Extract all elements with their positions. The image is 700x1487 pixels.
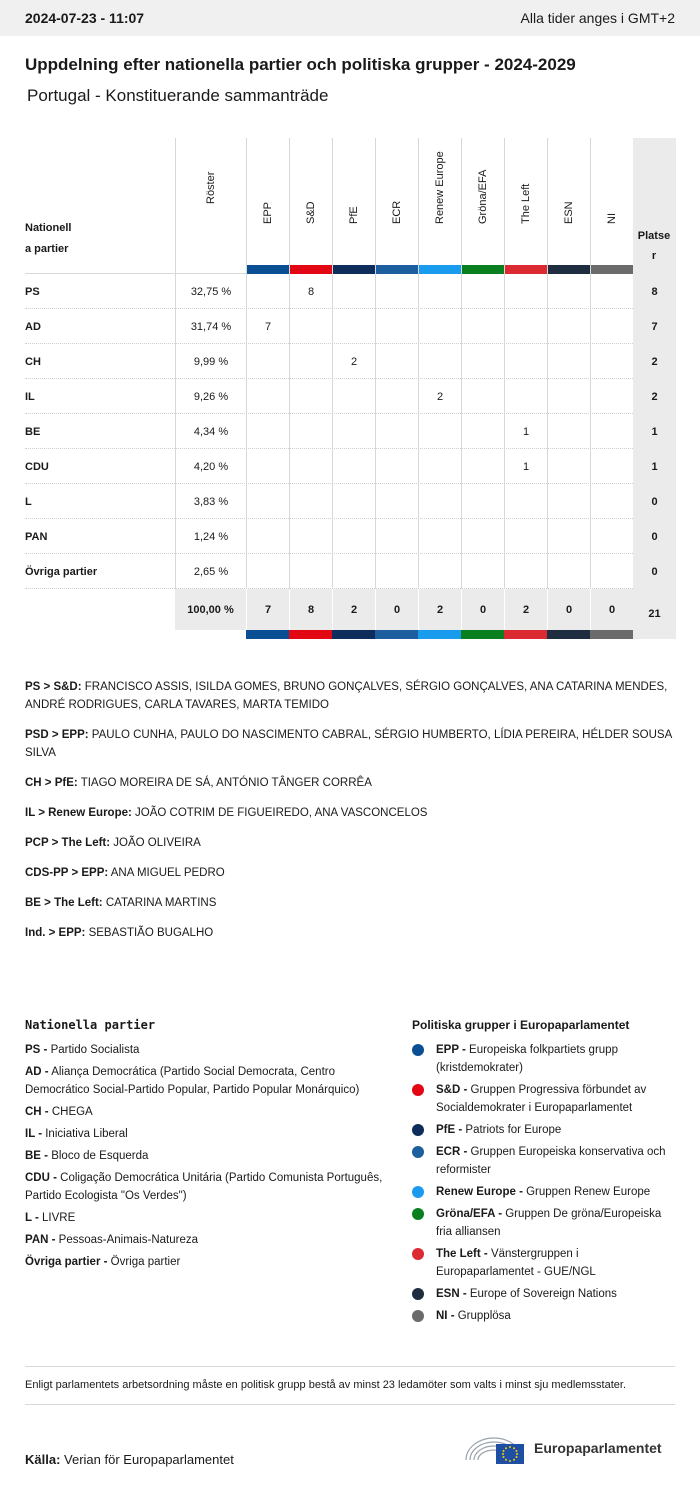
header-group-theleft [504, 138, 547, 274]
source-text: Verian för Europaparlamentet [60, 1452, 234, 1467]
row-group-seats [375, 379, 418, 414]
legend-group-item [412, 1307, 675, 1325]
legend-group-item [412, 1143, 675, 1179]
row-group-seats [461, 344, 504, 379]
group-label: Gröna/EFA [477, 169, 489, 224]
row-group-seats [461, 309, 504, 344]
row-group-seats [375, 344, 418, 379]
legend-group-abbr: NI - [436, 1310, 455, 1322]
row-party: IL [25, 390, 35, 403]
row-group-seats [547, 309, 590, 344]
group-color-bar [462, 265, 504, 274]
row-group-seats [332, 554, 375, 589]
legend-group-abbr: ECR - [436, 1146, 468, 1158]
source-line [25, 1452, 234, 1467]
row-seats: 2 [633, 379, 676, 414]
legend-group-name: Patriots for Europe [462, 1124, 562, 1136]
row-group-seats [418, 449, 461, 484]
row-group-seats [246, 484, 289, 519]
legend-group-abbr: Gröna/EFA - [436, 1208, 503, 1220]
legend-group-name: Grupplösa [454, 1310, 511, 1322]
row-group-seats [590, 449, 633, 484]
group-label: S&D [305, 201, 317, 224]
table-row [25, 449, 675, 484]
mep-note-names: FRANCISCO ASSIS, ISILDA GOMES, BRUNO GONÇALVES, SÉRGIO GONÇALVES, ANA CATARINA MENDES, ANDRÉ RODRIGUES, CARLA TAVARES, MARTA TEMIDO [25, 681, 668, 711]
legend-group-item [412, 1245, 675, 1281]
legend-party-name: Bloco de Esquerda [48, 1150, 149, 1162]
legend-group-abbr: EPP - [436, 1044, 466, 1056]
legend-group-item [412, 1121, 675, 1139]
row-seats: 0 [633, 519, 676, 554]
group-color-dot-icon [412, 1044, 424, 1056]
row-group-seats [461, 554, 504, 589]
mep-note-names: TIAGO MOREIRA DE SÁ, ANTÓNIO TÂNGER CORRÊA [77, 777, 372, 789]
header-votes [175, 138, 246, 274]
page-title: Uppdelning efter nationella partier och politiska grupper - 2024-2029 [25, 55, 576, 74]
row-votes: 2,65 % [175, 554, 246, 589]
legend-party-name: Coligação Democrática Unitária (Partido Comunista Português, Partido Ecologista "Os Verdes") [25, 1172, 383, 1202]
row-group-seats [547, 519, 590, 554]
group-color-dot-icon [412, 1208, 424, 1220]
table-row [25, 484, 675, 519]
mep-note [25, 864, 675, 882]
totals-group-seats: 2 [504, 589, 547, 630]
legend-group-abbr: PfE - [436, 1124, 463, 1136]
row-group-seats [332, 519, 375, 554]
legend-parties-heading: Nationella partier [25, 1018, 156, 1032]
row-group-seats [590, 554, 633, 589]
row-group-seats [375, 554, 418, 589]
group-color-bar [332, 630, 375, 639]
row-group-seats [289, 414, 332, 449]
row-group-seats [504, 274, 547, 309]
legend-party-abbr: PS - [25, 1044, 48, 1056]
row-seats: 1 [633, 414, 676, 449]
row-group-seats [289, 344, 332, 379]
mep-note [25, 678, 675, 714]
group-label: NI [606, 213, 618, 224]
row-group-seats [418, 309, 461, 344]
table-row [25, 554, 675, 589]
row-votes: 32,75 % [175, 274, 246, 309]
eu-parliament-logo-icon [462, 1430, 526, 1466]
row-votes: 1,24 % [175, 519, 246, 554]
mep-note [25, 804, 675, 822]
page-subtitle: Portugal - Konstituerande sammanträde [27, 86, 329, 105]
row-group-seats [418, 554, 461, 589]
row-group-seats [246, 519, 289, 554]
row-party: BE [25, 425, 41, 438]
group-color-dot-icon [412, 1288, 424, 1300]
header-seats-label: Platser [637, 230, 671, 262]
group-color-bar [376, 265, 418, 274]
group-label: Renew Europe [434, 151, 446, 224]
row-group-seats [547, 414, 590, 449]
legend-party-abbr: AD - [25, 1066, 49, 1078]
row-group-seats [332, 274, 375, 309]
row-group-seats [461, 519, 504, 554]
row-group-seats [246, 379, 289, 414]
table-row [25, 309, 675, 344]
mep-note-label: PS > S&D: [25, 681, 82, 693]
header-group-esn [547, 138, 590, 274]
legend-party-item [25, 1209, 395, 1227]
row-group-seats [332, 414, 375, 449]
row-group-seats [504, 379, 547, 414]
mep-note-label: BE > The Left: [25, 897, 103, 909]
row-group-seats [246, 344, 289, 379]
ep-logo [462, 1428, 675, 1468]
mep-note-label: CDS-PP > EPP: [25, 867, 109, 879]
totals-group-seats: 7 [246, 589, 289, 630]
mep-note-names: SEBASTIÃO BUGALHO [85, 927, 214, 939]
row-group-seats [504, 554, 547, 589]
row-group-seats [547, 449, 590, 484]
group-color-bar [505, 265, 547, 274]
mep-note [25, 894, 675, 912]
group-color-bar [246, 630, 289, 639]
group-color-dot-icon [412, 1248, 424, 1260]
group-color-dot-icon [412, 1124, 424, 1136]
row-group-seats [504, 309, 547, 344]
legend-party-item [25, 1169, 395, 1205]
legend-party-name: Iniciativa Liberal [42, 1128, 128, 1140]
legend-party-name: LIVRE [38, 1212, 76, 1224]
row-group-seats [246, 449, 289, 484]
row-group-seats [590, 414, 633, 449]
row-party: AD [25, 320, 41, 333]
row-group-seats [289, 554, 332, 589]
header-group-pfe [332, 138, 375, 274]
legend-party-abbr: Övriga partier - [25, 1256, 108, 1268]
header-national-parties [25, 138, 163, 274]
row-group-seats [375, 519, 418, 554]
table-row [25, 414, 675, 449]
row-group-seats [590, 519, 633, 554]
mep-note-label: CH > PfE: [25, 777, 78, 789]
mep-note [25, 834, 675, 852]
row-seats: 0 [633, 484, 676, 519]
row-group-seats [289, 309, 332, 344]
row-group-seats [504, 519, 547, 554]
header-national-parties-label: Nationella partier [25, 222, 72, 255]
totals-group-seats: 8 [289, 589, 332, 630]
row-group-seats: 8 [289, 274, 332, 309]
legend-political-groups [412, 1016, 675, 1329]
legend-group-item [412, 1205, 675, 1241]
results-table [25, 138, 675, 639]
legend-group-item [412, 1041, 675, 1077]
row-seats: 8 [633, 274, 676, 309]
table-totals-row [25, 589, 675, 639]
row-group-seats [547, 274, 590, 309]
timestamp: 2024-07-23 - 11:07 [25, 10, 145, 26]
row-group-seats [375, 414, 418, 449]
row-group-seats [461, 484, 504, 519]
footnote: Enligt parlamentets arbetsordning måste en politisk grupp bestå av minst 23 ledamöter som valts i minst sju medlemsstater. [25, 1366, 675, 1405]
group-label: The Left [520, 183, 532, 224]
totals-group-seats: 0 [590, 589, 633, 630]
group-color-bar [375, 630, 418, 639]
mep-note [25, 924, 675, 942]
group-color-dot-icon [412, 1186, 424, 1198]
totals-group-seats: 0 [375, 589, 418, 630]
row-party: CH [25, 355, 41, 368]
row-group-seats [375, 449, 418, 484]
legend-group-item [412, 1081, 675, 1117]
mep-note-names: CATARINA MARTINS [102, 897, 217, 909]
totals-seats: 21 [633, 589, 676, 639]
mep-notes [25, 678, 675, 954]
row-group-seats [504, 344, 547, 379]
legend-group-item [412, 1183, 675, 1201]
row-group-seats [289, 449, 332, 484]
legend-group-name: Europe of Sovereign Nations [466, 1288, 617, 1300]
row-party: CDU [25, 460, 49, 473]
header-group-ni [590, 138, 633, 274]
legend-party-abbr: L - [25, 1212, 39, 1224]
row-group-seats [418, 414, 461, 449]
group-label: ESN [563, 201, 575, 224]
group-color-bar [591, 265, 633, 274]
legend-party-abbr: CDU - [25, 1172, 57, 1184]
row-votes: 4,34 % [175, 414, 246, 449]
row-votes: 3,83 % [175, 484, 246, 519]
row-group-seats [461, 379, 504, 414]
row-group-seats [246, 554, 289, 589]
ep-logo-text: Europaparlamentet [534, 1440, 662, 1456]
table-row [25, 274, 675, 309]
row-group-seats [418, 274, 461, 309]
row-party: L [25, 495, 32, 508]
row-votes: 9,99 % [175, 344, 246, 379]
legend-party-name: Övriga partier [107, 1256, 181, 1268]
row-group-seats [590, 309, 633, 344]
source-label: Källa: [25, 1452, 61, 1467]
row-group-seats [547, 554, 590, 589]
legend-group-name: Gruppen Renew Europe [522, 1186, 651, 1198]
group-color-bar [547, 630, 590, 639]
header-seats [633, 138, 676, 274]
legend-party-item [25, 1253, 395, 1271]
legend-party-name: Pessoas-Animais-Natureza [55, 1234, 198, 1246]
row-votes: 9,26 % [175, 379, 246, 414]
legend-group-abbr: The Left - [436, 1248, 488, 1260]
table-row [25, 344, 675, 379]
row-group-seats [418, 344, 461, 379]
table-row [25, 379, 675, 414]
row-group-seats [332, 484, 375, 519]
group-color-bar [548, 265, 590, 274]
mep-note-label: PCP > The Left: [25, 837, 111, 849]
row-votes: 31,74 % [175, 309, 246, 344]
row-group-seats [418, 484, 461, 519]
mep-note-label: Ind. > EPP: [25, 927, 86, 939]
legend-party-name: Partido Socialista [47, 1044, 140, 1056]
row-group-seats [246, 274, 289, 309]
group-color-bar [461, 630, 504, 639]
group-label: PfE [348, 206, 360, 224]
mep-note-names: PAULO CUNHA, PAULO DO NASCIMENTO CABRAL, SÉRGIO HUMBERTO, LÍDIA PEREIRA, HÉLDER SOUSA SILVA [25, 729, 672, 759]
legend-group-abbr: S&D - [436, 1084, 468, 1096]
group-color-bar [290, 265, 332, 274]
totals-group-seats: 2 [332, 589, 375, 630]
row-group-seats [590, 379, 633, 414]
legend-group-item [412, 1285, 675, 1303]
table-header-row [25, 138, 675, 274]
top-bar [0, 0, 700, 36]
row-group-seats [590, 344, 633, 379]
legend-party-abbr: IL - [25, 1128, 43, 1140]
row-group-seats [289, 519, 332, 554]
row-group-seats: 1 [504, 414, 547, 449]
legend-group-name: Gruppen Europeiska konservativa och reformister [436, 1146, 666, 1176]
mep-note [25, 726, 675, 762]
row-group-seats [504, 484, 547, 519]
group-color-dot-icon [412, 1310, 424, 1322]
header-group-reneweurope [418, 138, 461, 274]
row-group-seats [547, 484, 590, 519]
row-group-seats [289, 484, 332, 519]
group-color-bar [247, 265, 289, 274]
group-label: ECR [391, 200, 403, 224]
legend-group-name: Europeiska folkpartiets grupp (kristdemokrater) [436, 1044, 618, 1074]
group-color-bar [418, 630, 461, 639]
mep-note-names: JOÃO COTRIM DE FIGUEIREDO, ANA VASCONCELOS [131, 807, 428, 819]
group-color-bar [419, 265, 461, 274]
row-group-seats: 2 [418, 379, 461, 414]
legend-party-name: Aliança Democrática (Partido Social Democrata, Centro Democrático Social-Partido Popular, Partido Popular Monárquico) [25, 1066, 360, 1096]
row-seats: 2 [633, 344, 676, 379]
row-party: Övriga partier [25, 565, 98, 578]
row-group-seats [375, 484, 418, 519]
timezone-note: Alla tider anges i GMT+2 [520, 10, 675, 26]
row-group-seats: 2 [332, 344, 375, 379]
row-group-seats [461, 449, 504, 484]
row-votes: 4,20 % [175, 449, 246, 484]
mep-note-names: ANA MIGUEL PEDRO [108, 867, 225, 879]
group-label: EPP [262, 201, 274, 224]
mep-note-label: IL > Renew Europe: [25, 807, 132, 819]
row-group-seats [289, 379, 332, 414]
header-votes-label: Röster [205, 171, 217, 204]
row-group-seats [590, 484, 633, 519]
legend-group-name: Gruppen Progressiva förbundet av Socialdemokrater i Europaparlamentet [436, 1084, 647, 1114]
header-group-sd [289, 138, 332, 274]
row-group-seats [590, 274, 633, 309]
totals-group-seats: 0 [461, 589, 504, 630]
legend-party-item [25, 1147, 395, 1165]
row-group-seats [332, 449, 375, 484]
mep-note-names: JOÃO OLIVEIRA [110, 837, 201, 849]
legend-group-name: Vänstergruppen i Europaparlamentet - GUE/NGL [436, 1248, 596, 1278]
row-group-seats [461, 274, 504, 309]
row-group-seats [375, 309, 418, 344]
row-group-seats [461, 414, 504, 449]
legend-party-abbr: BE - [25, 1150, 48, 1162]
group-color-dot-icon [412, 1146, 424, 1158]
legend-party-name: CHEGA [48, 1106, 93, 1118]
row-group-seats [332, 379, 375, 414]
row-seats: 1 [633, 449, 676, 484]
legend-group-name: Gruppen De gröna/Europeiska fria alliansen [436, 1208, 662, 1238]
row-group-seats [547, 379, 590, 414]
row-party: PS [25, 285, 40, 298]
totals-group-seats: 2 [418, 589, 461, 630]
group-color-bar [333, 265, 375, 274]
legend-group-abbr: Renew Europe - [436, 1186, 523, 1198]
header-group-epp [246, 138, 289, 274]
row-group-seats [246, 414, 289, 449]
mep-note-label: PSD > EPP: [25, 729, 89, 741]
legend-party-item [25, 1125, 395, 1143]
group-color-bar [504, 630, 547, 639]
group-color-bar [289, 630, 332, 639]
totals-votes: 100,00 % [175, 589, 246, 630]
row-group-seats [418, 519, 461, 554]
row-group-seats [547, 344, 590, 379]
row-group-seats: 7 [246, 309, 289, 344]
totals-group-seats: 0 [547, 589, 590, 630]
legend-party-abbr: PAN - [25, 1234, 56, 1246]
legend-party-abbr: CH - [25, 1106, 49, 1118]
group-color-dot-icon [412, 1084, 424, 1096]
header-group-grnaefa [461, 138, 504, 274]
row-group-seats: 1 [504, 449, 547, 484]
header-group-ecr [375, 138, 418, 274]
table-row [25, 519, 675, 554]
row-party: PAN [25, 530, 48, 543]
legend-national-parties [25, 1016, 395, 1275]
legend-party-item [25, 1103, 395, 1121]
row-seats: 7 [633, 309, 676, 344]
mep-note [25, 774, 675, 792]
row-seats: 0 [633, 554, 676, 589]
legend-party-item [25, 1041, 395, 1059]
legend-party-item [25, 1063, 395, 1099]
group-color-bar [590, 630, 633, 639]
legend-groups-heading: Politiska grupper i Europaparlamentet [412, 1018, 630, 1032]
legend-group-abbr: ESN - [436, 1288, 467, 1300]
legend-party-item [25, 1231, 395, 1249]
row-group-seats [375, 274, 418, 309]
row-group-seats [332, 309, 375, 344]
